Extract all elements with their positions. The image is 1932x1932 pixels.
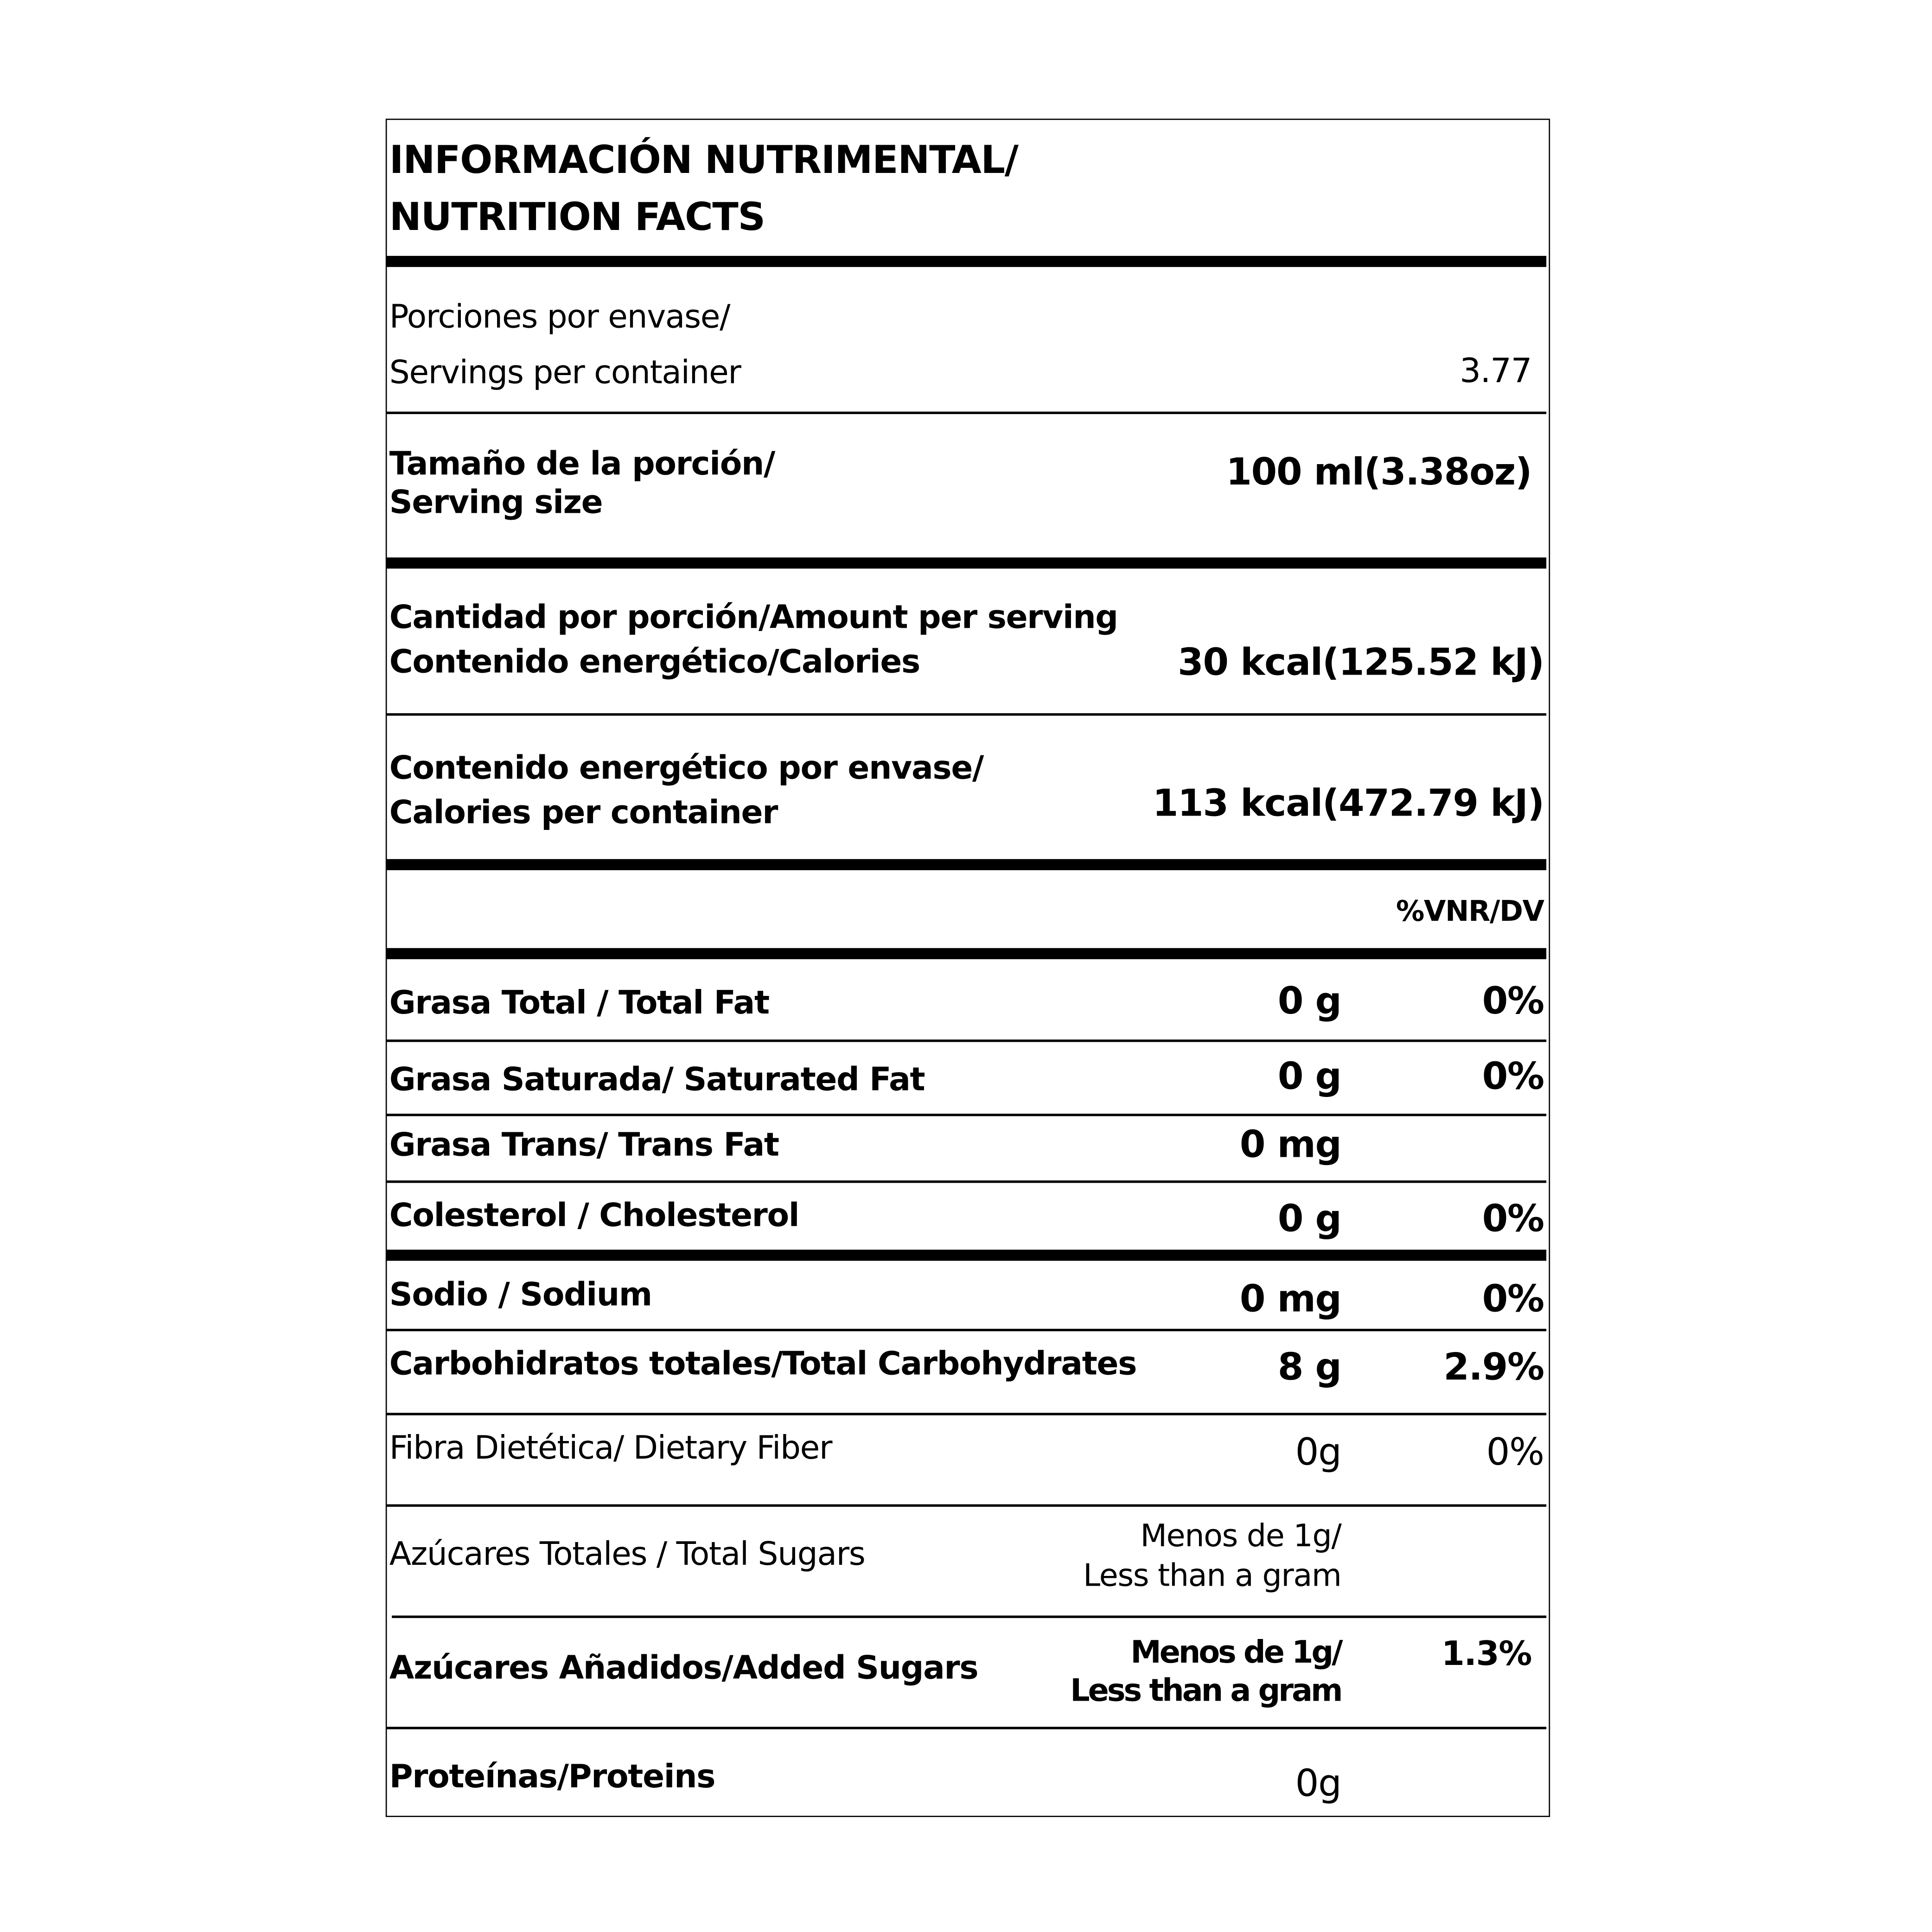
divider-thin bbox=[387, 1505, 1546, 1506]
nutrient-dv-total-carbohydrates: 2.9% bbox=[1443, 1346, 1544, 1390]
dv-header: %VNR/DV bbox=[1396, 896, 1544, 929]
divider-thick bbox=[387, 557, 1546, 568]
nutrient-label-dietary-fiber: Fibra Dietética/ Dietary Fiber bbox=[389, 1430, 832, 1467]
serving-size-value: 100 ml(3.38oz) bbox=[1226, 451, 1532, 495]
divider-thin bbox=[387, 1329, 1546, 1331]
title-line-1: INFORMACIÓN NUTRIMENTAL/ bbox=[389, 138, 1018, 183]
divider-thick bbox=[387, 1250, 1546, 1261]
nutrient-amount-added-sugars-line-2: Less than a gram bbox=[1070, 1672, 1341, 1709]
divider-thin bbox=[387, 713, 1546, 715]
nutrient-dv-total-fat: 0% bbox=[1482, 980, 1544, 1024]
nutrient-amount-trans-fat: 0 mg bbox=[1239, 1123, 1341, 1167]
nutrient-dv-saturated-fat: 0% bbox=[1482, 1055, 1544, 1099]
divider-thin bbox=[387, 1727, 1546, 1728]
nutrient-label-trans-fat: Grasa Trans/ Trans Fat bbox=[389, 1127, 779, 1165]
nutrient-amount-saturated-fat: 0 g bbox=[1277, 1055, 1341, 1099]
divider-thin bbox=[392, 1615, 1546, 1617]
nutrient-label-cholesterol: Colesterol / Cholesterol bbox=[389, 1198, 799, 1235]
nutrient-label-saturated-fat: Grasa Saturada/ Saturated Fat bbox=[389, 1062, 925, 1099]
divider-thin bbox=[387, 1180, 1546, 1182]
nutrient-label-total-sugars: Azúcares Totales / Total Sugars bbox=[389, 1536, 865, 1574]
divider-thick bbox=[387, 256, 1546, 267]
nutrient-label-total-carbohydrates: Carbohidratos totales/Total Carbohydrates bbox=[389, 1346, 1137, 1384]
nutrient-dv-sodium: 0% bbox=[1482, 1278, 1544, 1321]
nutrient-label-proteins: Proteínas/Proteins bbox=[389, 1759, 715, 1796]
nutrient-amount-dietary-fiber: 0g bbox=[1295, 1431, 1341, 1475]
servings-label-1: Porciones por envase/ bbox=[389, 299, 730, 337]
divider-thin bbox=[387, 1413, 1546, 1415]
serving-size-label-1: Tamaño de la porción/ bbox=[389, 446, 775, 484]
calories-label: Contenido energético/Calories bbox=[389, 644, 920, 681]
nutrient-amount-total-sugars-line-2: Less than a gram bbox=[1083, 1557, 1341, 1594]
amount-per-serving-label: Cantidad por porción/Amount per serving bbox=[389, 599, 1118, 637]
divider-thin bbox=[387, 1114, 1546, 1116]
nutrient-label-added-sugars: Azúcares Añadidos/Added Sugars bbox=[389, 1650, 978, 1688]
nutrient-amount-total-sugars-line-1: Menos de 1g/ bbox=[1140, 1518, 1341, 1554]
nutrient-amount-total-carbohydrates: 8 g bbox=[1277, 1346, 1341, 1390]
nutrient-amount-added-sugars-line-1: Menos de 1g/ bbox=[1130, 1634, 1341, 1670]
nutrient-amount-sodium: 0 mg bbox=[1239, 1278, 1341, 1321]
container-calories-label-2: Calories per container bbox=[389, 795, 778, 832]
nutrition-facts-panel bbox=[386, 119, 1550, 1817]
nutrient-label-sodium: Sodio / Sodium bbox=[389, 1276, 652, 1314]
servings-value: 3.77 bbox=[1460, 352, 1532, 391]
nutrient-label-total-fat: Grasa Total / Total Fat bbox=[389, 985, 769, 1022]
nutrient-amount-total-fat: 0 g bbox=[1277, 980, 1341, 1024]
title-line-2: NUTRITION FACTS bbox=[389, 195, 765, 240]
divider-thin bbox=[387, 1039, 1546, 1041]
container-calories-label-1: Contenido energético por envase/ bbox=[389, 750, 984, 788]
container-calories-value: 113 kcal(472.79 kJ) bbox=[1152, 782, 1544, 826]
divider-thin bbox=[387, 412, 1546, 414]
divider-thick bbox=[387, 859, 1546, 870]
nutrient-dv-cholesterol: 0% bbox=[1482, 1198, 1544, 1241]
nutrient-amount-proteins: 0g bbox=[1295, 1762, 1341, 1806]
serving-size-label-2: Serving size bbox=[389, 485, 603, 522]
calories-value: 30 kcal(125.52 kJ) bbox=[1178, 641, 1544, 685]
nutrient-amount-cholesterol: 0 g bbox=[1277, 1198, 1341, 1241]
divider-thick bbox=[387, 948, 1546, 959]
nutrient-dv-dietary-fiber: 0% bbox=[1486, 1431, 1544, 1475]
nutrient-dv-added-sugars: 1.3% bbox=[1441, 1635, 1532, 1674]
servings-label-2: Servings per container bbox=[389, 355, 741, 392]
